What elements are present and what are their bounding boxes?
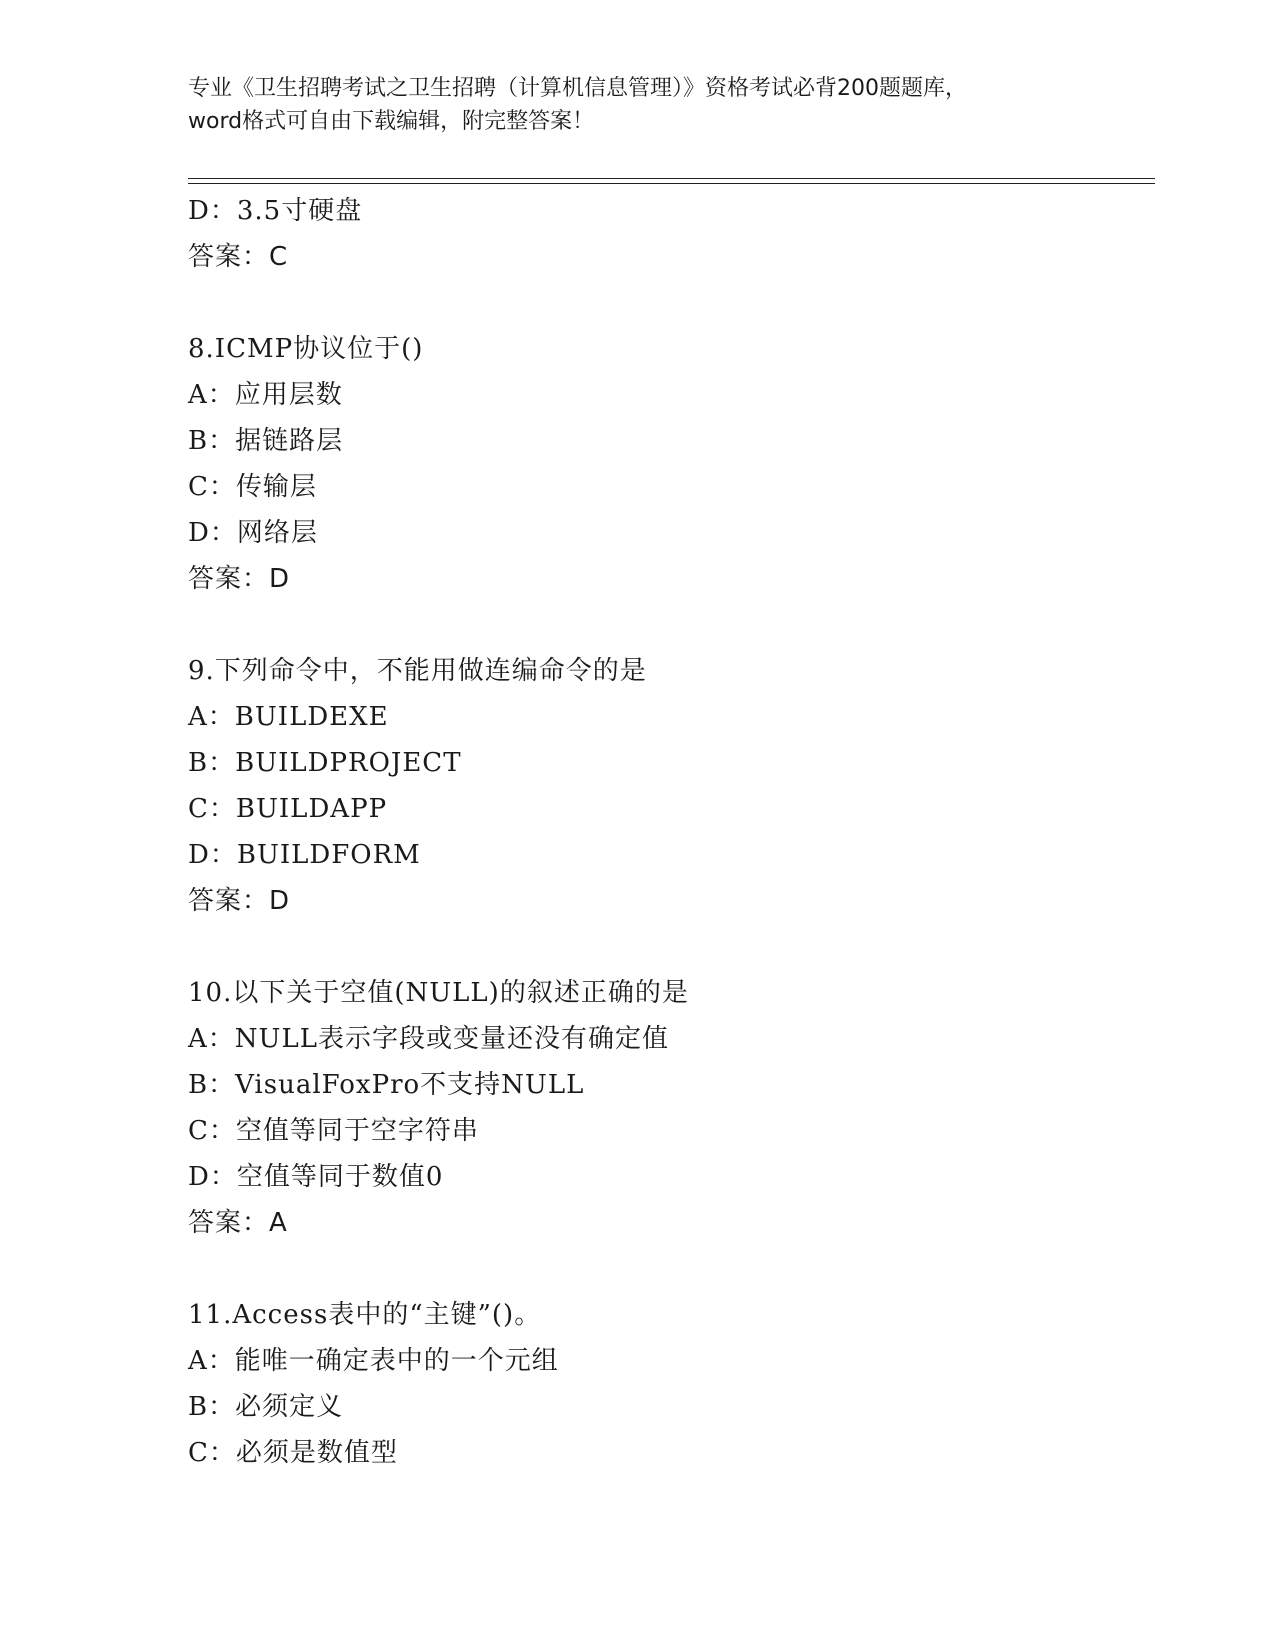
option-c: C：必须是数值型	[188, 1438, 398, 1468]
block-spacer	[188, 1246, 1155, 1292]
question-block-10	[188, 970, 1155, 1246]
answer-line: 答案：A	[188, 1208, 288, 1238]
question-text: 11.Access表中的“主键”()。	[188, 1300, 542, 1330]
block-spacer	[188, 602, 1155, 648]
option-c: C：传输层	[188, 472, 317, 502]
question-block-9	[188, 648, 1155, 924]
option-a: A：BUILDEXE	[188, 702, 389, 732]
option-d: D：空值等同于数值0	[188, 1162, 444, 1192]
block-spacer	[188, 280, 1155, 326]
option-d: D：BUILDFORM	[188, 840, 421, 870]
question-block-8	[188, 326, 1155, 602]
option-a: A：能唯一确定表中的一个元组	[188, 1346, 559, 1376]
option-b: B：据链路层	[188, 426, 344, 456]
question-list	[188, 188, 1155, 1476]
option-a: A：应用层数	[188, 380, 343, 410]
option-a: A：NULL表示字段或变量还没有确定值	[188, 1024, 669, 1054]
answer-line: 答案：D	[188, 886, 291, 916]
option-c: C：BUILDAPP	[188, 794, 388, 824]
option-c: C：空值等同于空字符串	[188, 1116, 479, 1146]
header-line-1: 专业《卫生招聘考试之卫生招聘（计算机信息管理）》资格考试必背200题题库，	[188, 76, 967, 101]
question-text: 8.ICMP协议位于()	[188, 334, 424, 364]
question-block-7	[188, 188, 1155, 280]
option-b: B：BUILDPROJECT	[188, 748, 462, 778]
option-d: D：网络层	[188, 518, 318, 548]
document-header	[188, 72, 1088, 138]
option-d: D：3.5寸硬盘	[188, 196, 363, 226]
question-block-11	[188, 1292, 1155, 1476]
header-line-2: word格式可自由下载编辑，附完整答案！	[188, 109, 595, 134]
question-text: 10.以下关于空值(NULL)的叙述正确的是	[188, 978, 689, 1008]
header-divider-bottom	[188, 183, 1155, 184]
option-b: B：VisualFoxPro不支持NULL	[188, 1070, 585, 1100]
option-b: B：必须定义	[188, 1392, 344, 1422]
answer-line: 答案：C	[188, 242, 289, 272]
answer-line: 答案：D	[188, 564, 291, 594]
header-divider-top	[188, 178, 1155, 179]
question-text: 9.下列命令中，不能用做连编命令的是	[188, 656, 647, 686]
block-spacer	[188, 924, 1155, 970]
